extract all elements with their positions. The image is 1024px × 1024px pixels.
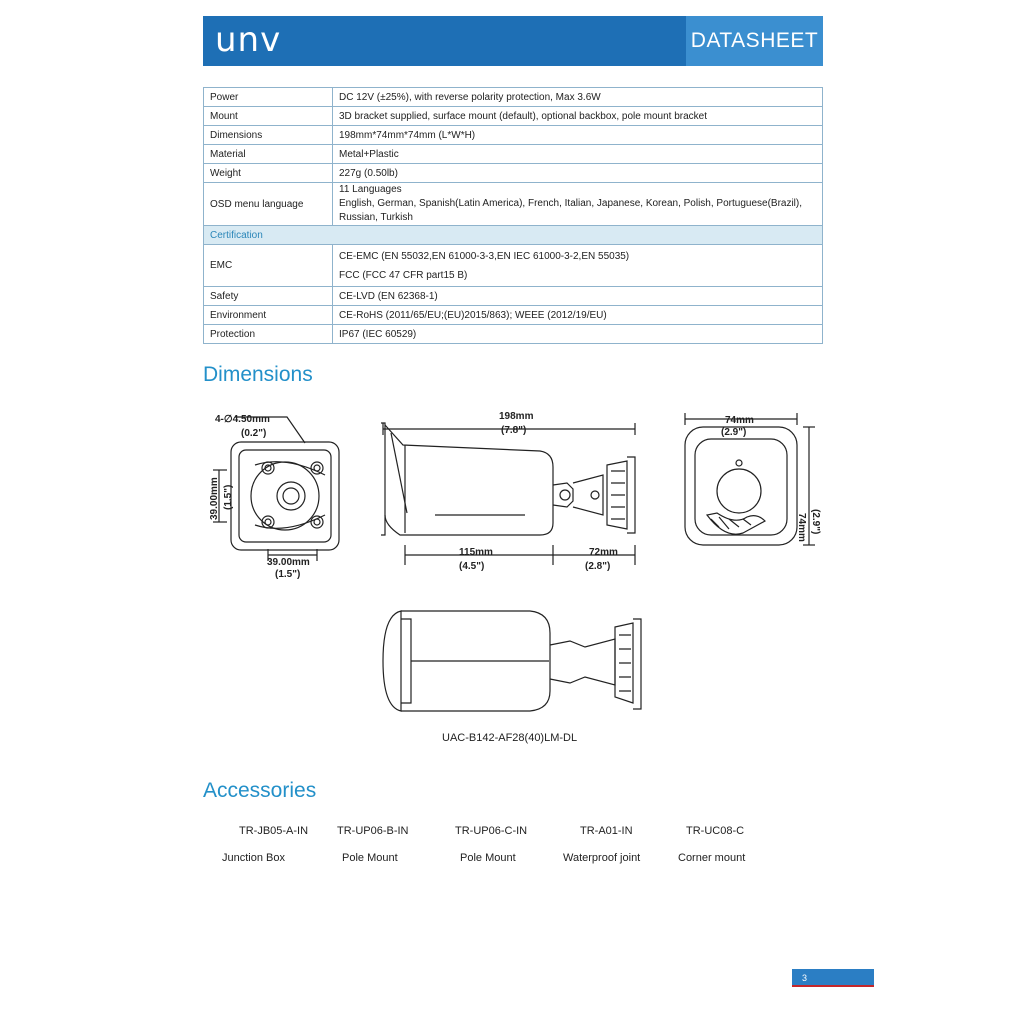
accessory-code: TR-UC08-C: [686, 825, 745, 837]
spec-value: CE-RoHS (2011/65/EU;(EU)2015/863); WEEE (2012/19/EU): [333, 306, 823, 325]
header-banner: [203, 16, 823, 66]
spec-value: [333, 183, 823, 226]
accessory-name: Waterproof joint: [563, 852, 641, 864]
osd-line-3: Russian, Turkish: [339, 212, 413, 223]
table-row: [204, 145, 823, 164]
spec-label: Material: [204, 145, 333, 164]
side-view: [381, 423, 635, 565]
rear-width-mm: 39.00mm: [267, 557, 310, 568]
accessory-name: Pole Mount: [460, 852, 516, 864]
spec-value: IP67 (IEC 60529): [333, 325, 823, 344]
certification-heading: Certification: [204, 226, 823, 245]
spec-value: Metal+Plastic: [333, 145, 823, 164]
mount-length-in: (2.8"): [585, 561, 611, 572]
spec-label: Dimensions: [204, 126, 333, 145]
spec-label: Safety: [204, 287, 333, 306]
spec-value: 227g (0.50lb): [333, 164, 823, 183]
rear-width-in: (1.5"): [275, 569, 301, 580]
dimension-drawing: [195, 405, 825, 725]
spec-label: OSD menu language: [204, 183, 333, 226]
hole-dim-mm: 4-∅4.50mm: [215, 414, 270, 425]
emc-line-1: CE-EMC (EN 55032,EN 61000-3-3,EN IEC 61000-3-2,EN 55035): [339, 250, 630, 262]
table-row: [204, 107, 823, 126]
front-height-mm: 74mm: [796, 513, 807, 542]
accessories-title: Accessories: [203, 779, 317, 802]
osd-line-1: 11 Languages: [339, 184, 402, 195]
table-row: [204, 164, 823, 183]
spec-value: CE-LVD (EN 62368-1): [333, 287, 823, 306]
accessory-code: TR-UP06-C-IN: [455, 825, 528, 837]
table-row: [204, 287, 823, 306]
table-row: [204, 325, 823, 344]
page-number: 3: [792, 969, 874, 987]
accessory-code: TR-A01-IN: [580, 825, 633, 837]
accessory-name: Pole Mount: [342, 852, 398, 864]
front-height-in: (2.9"): [810, 509, 821, 535]
emc-line-2: FCC (FCC 47 CFR part15 B): [339, 269, 468, 281]
front-view: [685, 413, 815, 545]
spec-label: EMC: [204, 245, 333, 287]
spec-value: 198mm*74mm*74mm (L*W*H): [333, 126, 823, 145]
rear-height-mm: 39.00mm: [209, 477, 220, 520]
front-width-mm: 74mm: [725, 415, 754, 426]
body-length-in: (4.5"): [459, 561, 485, 572]
front-width-in: (2.9"): [721, 427, 747, 438]
accessory-name: Junction Box: [222, 852, 285, 864]
rear-height-in: (1.5"): [223, 484, 234, 510]
table-row: [204, 88, 823, 107]
spec-table: [203, 87, 823, 344]
brand-logo: unv: [215, 20, 282, 60]
spec-value: [333, 245, 823, 287]
table-row: [204, 183, 823, 226]
spec-label: Power: [204, 88, 333, 107]
mount-length-mm: 72mm: [589, 547, 618, 558]
spec-value: DC 12V (±25%), with reverse polarity protection, Max 3.6W: [333, 88, 823, 107]
datasheet-label: DATASHEET: [686, 16, 823, 66]
model-name: UAC-B142-AF28(40)LM-DL: [442, 732, 578, 744]
dimensions-title: Dimensions: [203, 363, 313, 386]
length-mm: 198mm: [499, 411, 534, 422]
accessory-name: Corner mount: [678, 852, 746, 864]
length-in: (7.8"): [501, 425, 527, 436]
spec-label: Protection: [204, 325, 333, 344]
accessory-code: TR-JB05-A-IN: [239, 825, 309, 837]
spec-label: Weight: [204, 164, 333, 183]
accessory-code: TR-UP06-B-IN: [337, 825, 409, 837]
spec-label: Mount: [204, 107, 333, 126]
section-row: [204, 226, 823, 245]
table-row: [204, 245, 823, 287]
osd-line-2: English, German, Spanish(Latin America), French, Italian, Japanese, Korean, Polish, Portuguese(Brazil),: [339, 198, 803, 209]
table-row: [204, 126, 823, 145]
hole-dim-in: (0.2"): [241, 428, 267, 439]
body-length-mm: 115mm: [459, 547, 493, 558]
spec-value: 3D bracket supplied, surface mount (default), optional backbox, pole mount bracket: [333, 107, 823, 126]
bottom-view: [383, 611, 641, 711]
spec-label: Environment: [204, 306, 333, 325]
table-row: [204, 306, 823, 325]
